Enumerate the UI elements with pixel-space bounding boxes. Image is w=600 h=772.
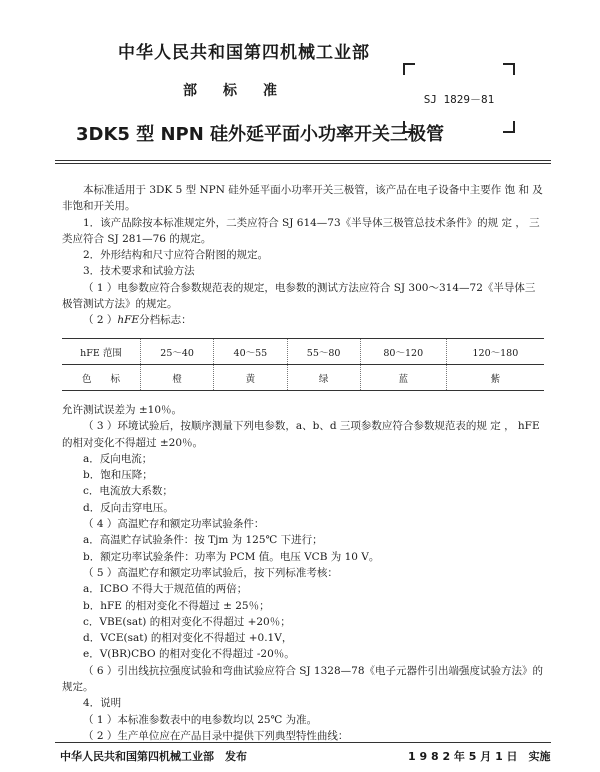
table-cell: 橙	[141, 365, 214, 391]
clause-4-2: （ 2 ）生产单位应在产品目录中提供下列典型特性曲线：	[83, 729, 349, 742]
list-item: c．VBE(sat) 的相对变化不得超过 +20％；	[83, 615, 291, 628]
list-item: d．反向击穿电压。	[83, 501, 174, 514]
footer-date: 1 9 8 2 年 5 月 1 日 实施	[408, 750, 551, 763]
clause-4: 4．说明	[83, 697, 122, 710]
clause-1: 1．该产品除按本标准规定外，二类应符合 SJ 614—73《半导体三极管总技术条件》的规 定 ， 三类应符合 SJ 281—76 的规定。	[62, 216, 540, 245]
clause-2: 2．外形结构和尺寸应符合附图的规定。	[83, 249, 269, 262]
table-row-label: hFE 范围	[62, 339, 141, 365]
intro-paragraph: 本标准适用于 3DK 5 型 NPN 硅外延平面小功率开关三极管，该产品在电子设备中主要作 饱 和 及非饱和开关用。	[62, 184, 543, 213]
list-item: a．反向电流；	[83, 452, 153, 465]
list-item: c．电流放大系数；	[83, 485, 173, 498]
clause-3-2	[62, 312, 544, 328]
clause-4-1: （ 1 ）本标准参数表中的电参数均以 25℃ 为准。	[83, 713, 318, 726]
clause-3-2-suffix: 分档标志：	[139, 314, 192, 327]
table-cell: 紫	[446, 365, 544, 391]
clause-3-4-b: b．额定功率试验条件：功率为 PCM 值。电压 VCB 为 10 V。	[83, 550, 380, 563]
list-item: b．饱和压降；	[83, 469, 153, 482]
list-item: a．ICBO 不得大于规范值的两倍；	[83, 583, 248, 596]
header-rule-2	[55, 163, 551, 164]
footer-publisher: 中华人民共和国第四机械工业部 发布	[60, 750, 247, 763]
clause-3-1: （ 1 ）电参数应符合参数规范表的规定，电参数的测试方法应符合 SJ 300～314—72《半导体三 极管测试方法》的规定。	[62, 281, 536, 311]
clause-3-3: （ 3 ）环境试验后，按顺序测量下列电参数，a、b、d 三项参数应符合参数规范表的规 定 ， hFE 的相对变化不得超过 ±20％。	[62, 420, 540, 449]
hfe-symbol: hFE	[117, 314, 140, 327]
clause-3-4: （ 4 ）高温贮存和额定功率试验条件：	[83, 518, 265, 531]
standard-type: 部标准	[183, 83, 303, 99]
standard-code: SJ 1829－81	[423, 93, 495, 106]
clause-3-5: （ 5 ）高温贮存和额定功率试验后，按下列标准考核：	[83, 566, 338, 579]
ministry-name: 中华人民共和国第四机械工业部	[118, 43, 370, 63]
table-cell: 80～120	[360, 339, 446, 365]
list-item: b．hFE 的相对变化不得超过 ± 25％；	[83, 599, 270, 612]
footer-rule	[55, 742, 551, 743]
table-cell: 40～55	[214, 339, 287, 365]
tolerance-note: 允许测试误差为 ±10％。	[62, 404, 182, 416]
table-cell: 绿	[287, 365, 360, 391]
document-title: 3DK5 型 NPN 硅外延平面小功率开关三极管	[76, 124, 445, 145]
table-cell: 蓝	[360, 365, 446, 391]
hfe-grade-table	[62, 338, 544, 391]
clause-3-6: （ 6 ）引出线抗拉强度试验和弯曲试验应符合 SJ 1328—78《电子元器件引出端强度试验方法》的规定。	[62, 664, 544, 694]
clause-3-2-prefix: （ 2 ）	[83, 314, 118, 327]
header-rule	[55, 160, 551, 161]
table-cell: 黄	[214, 365, 287, 391]
table-row-label: 色 标	[62, 365, 141, 391]
list-item: e．V(BR)CBO 的相对变化不得超过 -20％。	[83, 648, 295, 661]
clause-3: 3．技术要求和试验方法	[83, 265, 195, 278]
standard-code-box	[403, 63, 515, 133]
list-item: d．VCE(sat) 的相对变化不得超过 +0.1V，	[83, 632, 293, 645]
table-cell: 120～180	[446, 339, 544, 365]
table-row	[62, 339, 544, 365]
document-body-continued	[62, 402, 544, 744]
table-cell: 25～40	[141, 339, 214, 365]
table-cell: 55～80	[287, 339, 360, 365]
table-row	[62, 365, 544, 391]
clause-3-4-a: a．高温贮存试验条件：按 Tjm 为 125℃ 下进行；	[83, 534, 323, 547]
document-body	[62, 182, 544, 329]
